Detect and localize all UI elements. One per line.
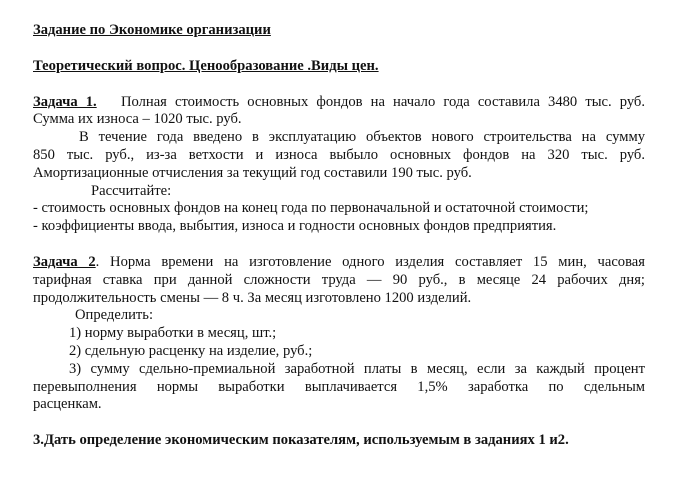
task-1-line: В течение года введено в эксплуатацию объектов нового строительства на сумму: [79, 129, 645, 146]
task-2-line: тарифная ставка при данной сложности труда — 90 руб., в месяце 24 рабочих дня;: [33, 271, 645, 288]
document-title: Задание по Экономике организации: [33, 22, 271, 38]
task-1-line: 850 тыс. руб., из-за ветхости и износа выбыло основных фондов на 320 тыс. руб.: [33, 146, 645, 163]
task-1-text: Полная стоимость основных фондов на начало года составила 3480 тыс. руб.: [120, 93, 645, 110]
task-2-label: Задача 2: [33, 253, 96, 270]
task-2-first-line: [33, 254, 645, 272]
task-2-line: продолжительность смены — 8 ч. За месяц изготовлено 1200 изделий.: [33, 289, 472, 306]
document: [33, 22, 645, 450]
task-1-label: Задача 1.: [33, 93, 97, 110]
task-1-list-item: - стоимость основных фондов на конец года по первоначальной и остаточной стоимости;: [33, 200, 589, 217]
task-2-text: . Норма времени на изготовление одного изделия составляет 15 мин, часовая: [95, 253, 645, 270]
task-2-list-item: 1) норму выработки в месяц, шт.;: [69, 325, 277, 342]
theory-question: Теоретический вопрос. Ценообразование .Виды цен.: [33, 57, 379, 74]
task-1-first-line: [33, 94, 645, 112]
task-2: [33, 254, 645, 414]
task-1-line: Сумма их износа – 1020 тыс. руб.: [33, 111, 242, 128]
task-1-line: Рассчитайте:: [91, 182, 172, 199]
task-2-list-item: 2) сдельную расценку на изделие, руб.;: [69, 342, 313, 359]
task-2-line: перевыполнения нормы выработки выплачивается 1,5% заработка по сдельным: [33, 378, 645, 395]
task-1: [33, 94, 645, 236]
task-2-line: Определить:: [75, 307, 154, 324]
final-question: 3.Дать определение экономическим показателям, используемым в заданиях 1 и2.: [33, 432, 569, 449]
task-2-line: расценкам.: [33, 396, 102, 413]
task-2-list-item: 3) сумму сдельно-премиальной заработной платы в месяц, если за каждый процент: [69, 360, 645, 377]
task-1-line: Амортизационные отчисления за текущий год составили 190 тыс. руб.: [33, 164, 472, 181]
task-1-list-item: - коэффициенты ввода, выбытия, износа и годности основных фондов предприятия.: [33, 218, 557, 235]
